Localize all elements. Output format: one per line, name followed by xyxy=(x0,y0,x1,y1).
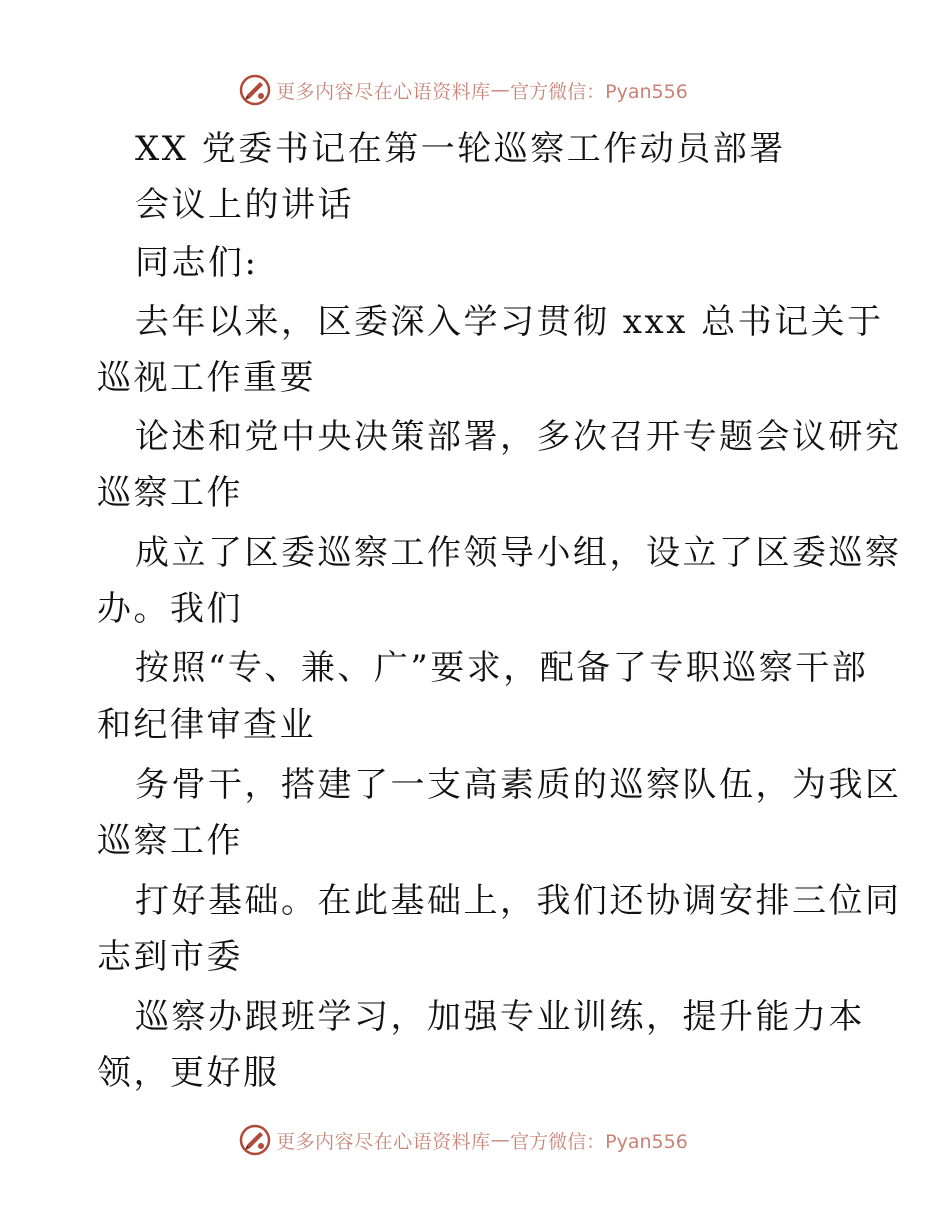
paragraph-line: 办。我们 xyxy=(97,589,243,629)
pen-logo-icon xyxy=(238,73,272,107)
salutation: 同志们: xyxy=(135,243,259,283)
paragraph-line: 巡察办跟班学习，加强专业训练，提升能力本 xyxy=(135,997,865,1037)
paragraph-line: 和纪律审查业 xyxy=(97,705,316,745)
title-line-2: 会议上的讲话 xyxy=(135,185,354,225)
paragraph-line: 打好基础。在此基础上，我们还协调安排三位同 xyxy=(135,881,902,921)
footer-watermark xyxy=(0,1120,950,1160)
paragraph-line: 志到市委 xyxy=(97,937,243,977)
watermark-text: 更多内容尽在心语资料库 xyxy=(276,1130,491,1153)
watermark-wechat: 官方微信：Pyan556 xyxy=(510,80,688,103)
paragraph-line: 论述和党中央决策部署，多次召开专题会议研究 xyxy=(135,417,902,457)
paragraph-line: 务骨干，搭建了一支高素质的巡察队伍，为我区 xyxy=(135,765,902,805)
pen-logo-icon xyxy=(238,1123,272,1157)
header-watermark xyxy=(0,70,950,110)
watermark-separator: — xyxy=(490,79,511,101)
paragraph-line: 巡察工作 xyxy=(97,473,243,513)
paragraph-line: 去年以来，区委深入学习贯彻 xxx 总书记关于 xyxy=(135,302,884,342)
watermark-separator: — xyxy=(490,1129,511,1151)
paragraph-line: 巡视工作重要 xyxy=(97,358,316,398)
paragraph-line: 成立了区委巡察工作领导小组，设立了区委巡察 xyxy=(135,533,902,573)
watermark-wechat: 官方微信：Pyan556 xyxy=(510,1130,688,1153)
title-line-1: XX 党委书记在第一轮巡察工作动员部署 xyxy=(135,129,786,169)
paragraph-line: 巡察工作 xyxy=(97,821,243,861)
paragraph-line: 按照“专、兼、广”要求，配备了专职巡察干部 xyxy=(135,648,869,688)
paragraph-line: 领，更好服 xyxy=(97,1053,280,1093)
watermark-text: 更多内容尽在心语资料库 xyxy=(276,80,491,103)
